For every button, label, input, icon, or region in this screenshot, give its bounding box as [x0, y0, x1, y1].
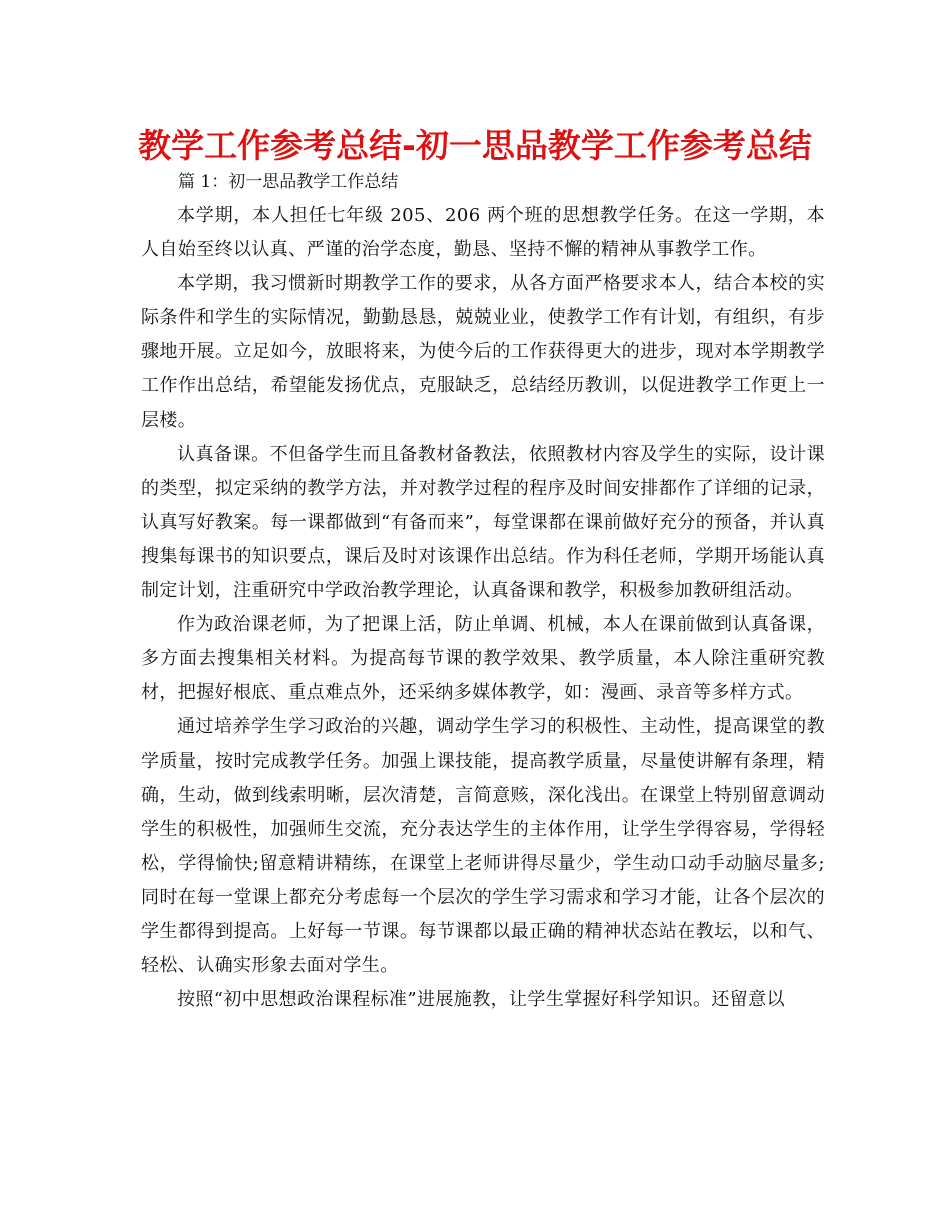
- paragraph: 通过培养学生学习政治的兴趣，调动学生学习的积极性、主动性，提高课堂的教学质量，按时完成教学任务。加强上课技能，提高教学质量，尽量使讲解有条理，精确，生动，做到线索明晰，层次清楚，言简意赅，深化浅出。在课堂上特别留意调动学生的积极性，加强师生交流，充分表达学生的主体作用，让学生学得容易，学得轻松，学得愉快;留意精讲精练，在课堂上老师讲得尽量少，学生动口动手动脑尽量多;同时在每一堂课上都充分考虑每一个层次的学生学习需求和学习才能，让各个层次的学生都得到提高。上好每一节课。每节课都以最正确的精神状态站在教坛，以和气、轻松、认确实形象去面对学生。: [141, 716, 825, 977]
- document-title: 教学工作参考总结-初一思品教学工作参考总结: [138, 126, 812, 165]
- paragraph: 认真备课。不但备学生而且备教材备教法，依照教材内容及学生的实际，设计课的类型，拟定采纳的教学方法，并对教学过程的程序及时间安排都作了详细的记录，认真写好教案。每一课都做到“有备而来”，每堂课都在课前做好充分的预备，并认真搜集每课书的知识要点，课后及时对该课作出总结。作为科任老师，学期开场能认真制定计划，注重研究中学政治教学理论，认真备课和教学，积极参加教研组活动。: [141, 443, 825, 602]
- document-body: [141, 199, 825, 1017]
- section-heading: 篇 1：初一思品教学工作总结: [178, 172, 399, 192]
- paragraph: 按照“初中思想政治课程标准”进展施教，让学生掌握好科学知识。还留意以: [177, 989, 786, 1011]
- paragraph: 本学期，我习惯新时期教学工作的要求，从各方面严格要求本人，结合本校的实际条件和学生的实际情况，勤勤恳恳，兢兢业业，使教学工作有计划，有组织，有步骤地开展。立足如今，放眼将来，为使今后的工作获得更大的进步，现对本学期教学工作作出总结，希望能发扬优点，克服缺乏，总结经历教训，以促进教学工作更上一层楼。: [141, 273, 825, 431]
- paragraph: 本学期，本人担任七年级 205、206 两个班的思想教学任务。在这一学期，本人自始至终以认真、严谨的治学态度，勤恳、坚持不懈的精神从事教学工作。: [141, 205, 825, 261]
- paragraph: 作为政治课老师，为了把课上活，防止单调、机械，本人在课前做到认真备课，多方面去搜集相关材料。为提高每节课的教学效果、教学质量，本人除注重研究教材，把握好根底、重点难点外，还采纳多媒体教学，如：漫画、录音等多样方式。: [141, 614, 825, 704]
